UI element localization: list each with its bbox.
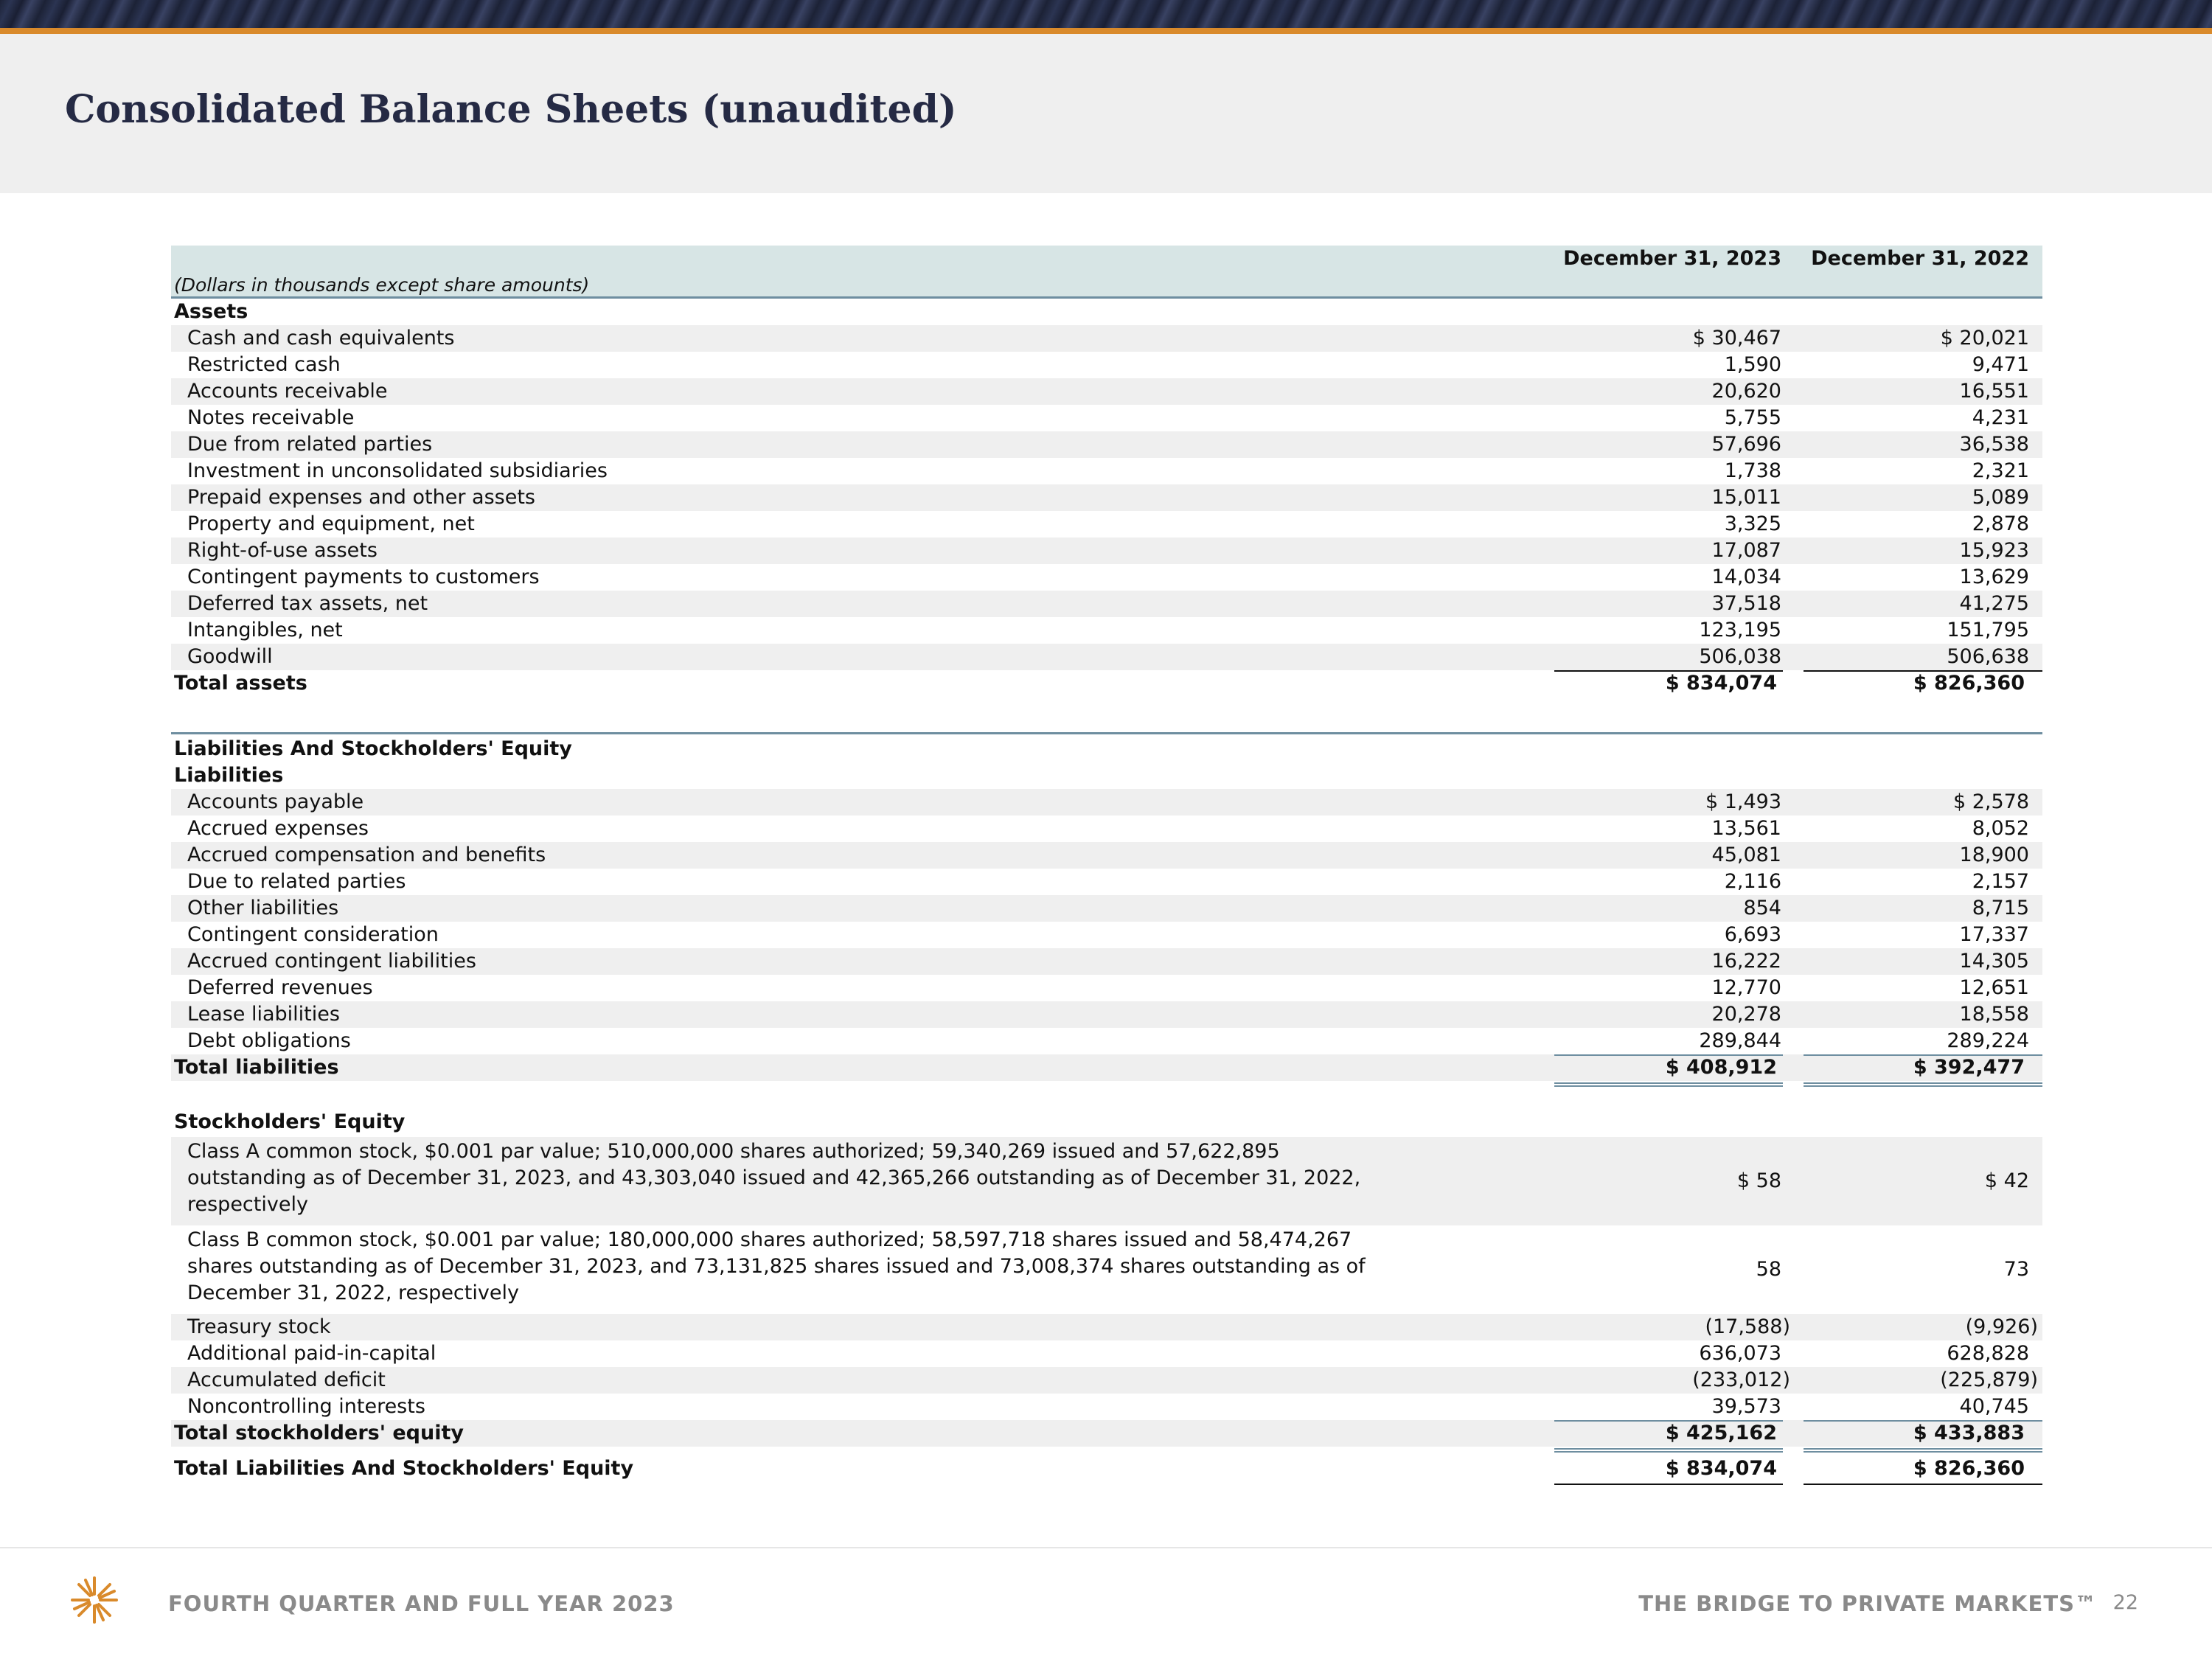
value-2022: 4,231 (1972, 406, 2029, 429)
value-2022: 40,745 (1959, 1395, 2029, 1418)
page-title: Consolidated Balance Sheets (unaudited) (65, 87, 957, 132)
value-2023: 20,620 (1711, 380, 1781, 403)
value-2022: 18,558 (1959, 1003, 2029, 1026)
value-2022: 18,900 (1959, 844, 2029, 866)
value-2022: 13,629 (1959, 566, 2029, 588)
value-2023: 37,518 (1711, 592, 1781, 615)
table-row (171, 815, 2042, 842)
column-header-2022: December 31, 2022 (1811, 247, 2029, 270)
row-label: Accounts receivable (187, 380, 388, 403)
value-2023: 289,844 (1699, 1029, 1781, 1052)
value-2023: 123,195 (1699, 619, 1781, 641)
value-2022: $ 826,360 (1913, 672, 2025, 695)
row-label: Lease liabilities (187, 1003, 340, 1026)
value-2022: 8,715 (1972, 897, 2029, 919)
table-row (171, 1314, 2042, 1340)
row-label: Contingent consideration (187, 923, 439, 946)
table-row (171, 511, 2042, 538)
value-2023: 6,693 (1724, 923, 1781, 946)
value-2023: 12,770 (1711, 976, 1781, 999)
table-row (171, 869, 2042, 895)
value-2023: 39,573 (1711, 1395, 1781, 1418)
value-2022: 73 (2003, 1258, 2029, 1281)
value-2022: $ 20,021 (1940, 327, 2029, 349)
value-2023: 16,222 (1711, 950, 1781, 973)
value-2022: $ 2,578 (1952, 790, 2029, 813)
table-row (171, 842, 2042, 869)
value-2022: 17,337 (1959, 923, 2029, 946)
row-label: Total stockholders' equity (174, 1422, 464, 1444)
value-2022: 5,089 (1972, 486, 2029, 509)
value-2022: (225,879) (1940, 1368, 2038, 1391)
equity-rows (171, 1314, 2042, 1420)
value-2022: $ 433,883 (1913, 1422, 2025, 1444)
row-label: Accumulated deficit (187, 1368, 386, 1391)
row-label: Notes receivable (187, 406, 355, 429)
value-2022: 12,651 (1959, 976, 2029, 999)
table-row (171, 1001, 2042, 1028)
value-2023: 13,561 (1711, 817, 1781, 840)
value-2023: 15,011 (1711, 486, 1781, 509)
row-label: Noncontrolling interests (187, 1395, 425, 1418)
value-2023: $ 30,467 (1692, 327, 1781, 349)
row-label: Deferred tax assets, net (187, 592, 428, 615)
table-row (171, 617, 2042, 644)
value-2022: 15,923 (1959, 539, 2029, 562)
total-equity-row (171, 1420, 2042, 1447)
table-row (171, 564, 2042, 591)
value-2023: 45,081 (1711, 844, 1781, 866)
value-2022: $ 392,477 (1913, 1056, 2025, 1079)
table-row (171, 458, 2042, 484)
row-label: Treasury stock (187, 1315, 331, 1338)
total-liabilities-row (171, 1054, 2042, 1081)
value-2023: 20,278 (1711, 1003, 1781, 1026)
table-row (171, 591, 2042, 617)
value-2022: $ 42 (1984, 1169, 2029, 1192)
row-label: Class A common stock, $0.001 par value; 510,000,000 shares authorized; 59,340,269 issued and 57,622,895 outstanding as of December 31, 2023, and 43,303,040 issued and 42,365,266 outstanding as of December 31, 2022, respectively (187, 1140, 1361, 1216)
total-assets-row (171, 670, 2042, 697)
header-accent-rule (0, 28, 2212, 34)
value-2023: (17,588) (1705, 1315, 1790, 1338)
value-2023: 3,325 (1724, 512, 1781, 535)
row-label: Due from related parties (187, 433, 433, 456)
value-2023: $ 1,493 (1705, 790, 1781, 813)
row-label: Class B common stock, $0.001 par value; 180,000,000 shares authorized; 58,597,718 shares issued and 58,474,267 shares outstanding as of December 31, 2023, and 73,131,825 shares issued and 73,008,374 shares outstanding as of December 31, 2022, respectively (187, 1228, 1366, 1304)
row-label: Debt obligations (187, 1029, 351, 1052)
page-number: 22 (2112, 1591, 2138, 1614)
value-2022: 41,275 (1959, 592, 2029, 615)
value-2022: 2,878 (1972, 512, 2029, 535)
row-label: Intangibles, net (187, 619, 343, 641)
value-2022: 14,305 (1959, 950, 2029, 973)
row-label: Accrued contingent liabilities (187, 950, 476, 973)
value-2023: 506,038 (1699, 645, 1781, 668)
row-label: Other liabilities (187, 897, 339, 919)
value-2023: $ 408,912 (1665, 1056, 1777, 1079)
table-row (171, 948, 2042, 975)
table-row (171, 538, 2042, 564)
table-row (171, 1394, 2042, 1420)
header-pattern-band (0, 0, 2212, 28)
table-row (171, 378, 2042, 405)
row-label: Due to related parties (187, 870, 406, 893)
row-label: Property and equipment, net (187, 512, 475, 535)
table-row (171, 895, 2042, 922)
row-label: Cash and cash equivalents (187, 327, 455, 349)
value-2023: (233,012) (1692, 1368, 1790, 1391)
section-divider (171, 732, 2042, 734)
value-2022: 628,828 (1947, 1342, 2029, 1365)
value-2022: 9,471 (1972, 353, 2029, 376)
value-2023: 854 (1743, 897, 1781, 919)
column-header-2023: December 31, 2023 (1563, 247, 1781, 270)
value-2023: 14,034 (1711, 566, 1781, 588)
class-b-stock-row (171, 1225, 2042, 1314)
row-label: Accrued expenses (187, 817, 369, 840)
value-2022: 2,157 (1972, 870, 2029, 893)
row-label: Stockholders' Equity (174, 1110, 406, 1133)
section-heading-liabilities-equity (171, 736, 2042, 762)
section-heading-equity (171, 1109, 2042, 1135)
class-a-stock-row (171, 1137, 2042, 1225)
row-label: Total liabilities (174, 1056, 339, 1079)
value-2023: 5,755 (1724, 406, 1781, 429)
value-2023: $ 834,074 (1665, 1457, 1777, 1480)
row-label: Accrued compensation and benefits (187, 844, 546, 866)
table-row (171, 431, 2042, 458)
table-row (171, 922, 2042, 948)
value-2023: $ 834,074 (1665, 672, 1777, 695)
liabilities-rows (171, 789, 2042, 1054)
grand-total-row (171, 1455, 2042, 1485)
table-header (171, 246, 2042, 299)
row-label: Assets (174, 300, 248, 323)
table-row (171, 405, 2042, 431)
value-2023: $ 58 (1736, 1169, 1781, 1192)
row-label: Total Liabilities And Stockholders' Equity (174, 1457, 634, 1480)
value-2022: 289,224 (1947, 1029, 2029, 1052)
table-row (171, 1367, 2042, 1394)
balance-sheet-table (171, 246, 2042, 1485)
row-label: Additional paid-in-capital (187, 1342, 437, 1365)
row-label: Prepaid expenses and other assets (187, 486, 535, 509)
value-2023: $ 425,162 (1665, 1422, 1777, 1444)
table-row (171, 1028, 2042, 1054)
row-label: Restricted cash (187, 353, 341, 376)
footer-report-title: FOURTH QUARTER AND FULL YEAR 2023 (168, 1591, 675, 1616)
value-2023: 1,738 (1724, 459, 1781, 482)
row-label: Liabilities And Stockholders' Equity (174, 737, 572, 760)
units-note: (Dollars in thousands except share amounts) (174, 274, 590, 296)
company-logo-icon (68, 1573, 121, 1627)
value-2023: 636,073 (1699, 1342, 1781, 1365)
footer-divider (0, 1547, 2212, 1548)
row-label: Right-of-use assets (187, 539, 378, 562)
value-2022: 2,321 (1972, 459, 2029, 482)
value-2022: 506,638 (1947, 645, 2029, 668)
table-row (171, 484, 2042, 511)
table-row (171, 1340, 2042, 1367)
section-heading-assets (171, 299, 2042, 325)
row-label: Investment in unconsolidated subsidiaries (187, 459, 608, 482)
table-row (171, 644, 2042, 670)
table-row (171, 789, 2042, 815)
assets-rows (171, 325, 2042, 670)
table-row (171, 325, 2042, 352)
value-2022: (9,926) (1965, 1315, 2038, 1338)
value-2022: 151,795 (1947, 619, 2029, 641)
footer-tagline: THE BRIDGE TO PRIVATE MARKETS™ (1638, 1591, 2097, 1616)
table-row (171, 975, 2042, 1001)
row-label: Deferred revenues (187, 976, 373, 999)
row-label: Liabilities (174, 764, 284, 787)
row-label: Accounts payable (187, 790, 364, 813)
section-heading-liabilities (171, 762, 2042, 789)
value-2023: 2,116 (1724, 870, 1781, 893)
value-2023: 17,087 (1711, 539, 1781, 562)
value-2023: 58 (1756, 1258, 1781, 1281)
value-2022: 36,538 (1959, 433, 2029, 456)
value-2022: 16,551 (1959, 380, 2029, 403)
value-2022: $ 826,360 (1913, 1457, 2025, 1480)
value-2023: 57,696 (1711, 433, 1781, 456)
row-label: Goodwill (187, 645, 273, 668)
table-row (171, 352, 2042, 378)
row-label: Contingent payments to customers (187, 566, 540, 588)
value-2022: 8,052 (1972, 817, 2029, 840)
value-2023: 1,590 (1724, 353, 1781, 376)
row-label: Total assets (174, 672, 307, 695)
